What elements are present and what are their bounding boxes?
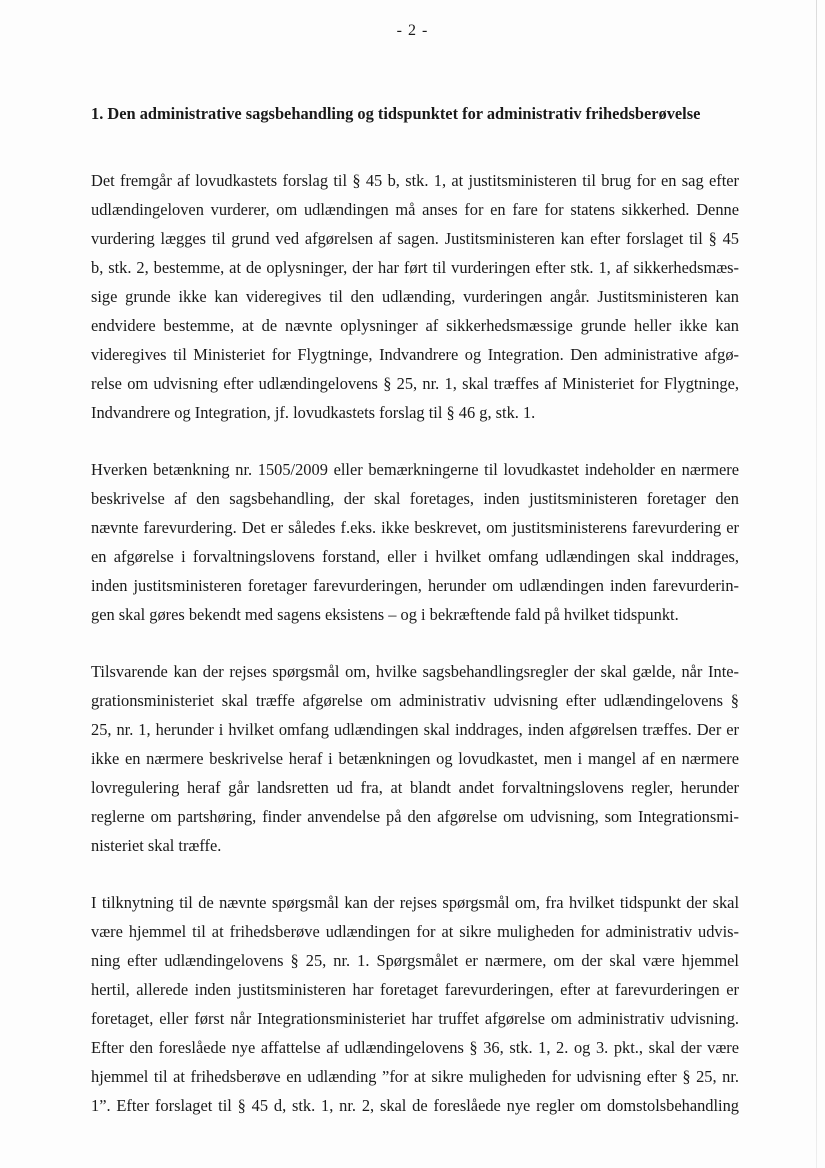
page-number: - 2 - — [396, 22, 429, 39]
paragraph-3 — [91, 657, 739, 860]
text-line: b, stk. 2, bestemme, at de oplysninger, der har ført til vurderingen efter stk. 1, af sikkerhedsmæs- — [91, 258, 739, 277]
text-line: hertil, allerede inden justitsministeren har foretaget farevurderingen, efter at farevurderingen er — [91, 980, 739, 999]
text-line: 1”. Efter forslaget til § 45 d, stk. 1, nr. 2, skal de foreslåede nye regler om domstolsbehandling — [91, 1096, 739, 1115]
text-line: relse om udvisning efter udlændingelovens § 25, nr. 1, skal træffes af Ministeriet for Flygtninge, — [91, 374, 739, 393]
text-line: vurdering lægges til grund ved afgørelsen af sagen. Justitsministeren kan efter forslaget til § 45 — [91, 229, 739, 248]
text-line: I tilknytning til de nævnte spørgsmål kan der rejses spørgsmål om, fra hvilket tidspunkt der skal — [91, 893, 739, 912]
section-heading: 1. Den administrative sagsbehandling og tidspunktet for administrativ frihedsberøvelse — [91, 104, 701, 123]
text-line: Det fremgår af lovudkastets forslag til § 45 b, stk. 1, at justitsministeren til brug for en sag efter — [91, 171, 739, 190]
paragraph-4 — [91, 888, 739, 1120]
text-line: beskrivelse af den sagsbehandling, der skal foretages, inden justitsministeren foretager den — [91, 489, 739, 508]
text-line: reglerne om partshøring, finder anvendelse på den afgørelse om udvisning, som Integrationsmi- — [91, 807, 739, 826]
paragraph-2 — [91, 455, 739, 629]
text-line: grationsministeriet skal træffe afgørelse om administrativ udvisning efter udlændingelovens § — [91, 691, 739, 710]
text-line: foretaget, eller først når Integrationsministeriet har truffet afgørelse om administrativ udvisning. — [91, 1009, 739, 1028]
text-line: endvidere bestemme, at de nævnte oplysninger af sikkerhedsmæssige grunde heller ikke kan — [91, 316, 739, 335]
text-line: nisteriet skal træffe. — [91, 836, 222, 855]
text-line: gen skal gøres bekendt med sagens eksistens – og i bekræftende fald på hvilket tidspunkt. — [91, 605, 679, 624]
text-line: inden justitsministeren foretager farevurderingen, herunder om udlændingen inden farevurderin- — [91, 576, 739, 595]
text-line: videregives til Ministeriet for Flygtninge, Indvandrere og Integration. Den administrative afgø- — [91, 345, 739, 364]
text-line: Hverken betænkning nr. 1505/2009 eller bemærkningerne til lovudkastet indeholder en nærmere — [91, 460, 739, 479]
text-line: Efter den foreslåede nye affattelse af udlændingelovens § 36, stk. 1, 2. og 3. pkt., skal der være — [91, 1038, 739, 1057]
document-body — [91, 100, 739, 1148]
text-line: være hjemmel til at frihedsberøve udlændingen for at sikre muligheden for administrativ udvis- — [91, 922, 739, 941]
scan-edge-line — [816, 0, 817, 1168]
text-line: 25, nr. 1, herunder i hvilket omfang udlændingen skal inddrages, inden afgørelsen træffes. Der er — [91, 720, 739, 739]
text-line: hjemmel til at frihedsberøve en udlænding ”for at sikre muligheden for udvisning efter § 25, nr. — [91, 1067, 739, 1086]
text-line: ikke en nærmere beskrivelse heraf i betænkningen og lovudkastet, men i mangel af en nærmere — [91, 749, 739, 768]
paragraph-1 — [91, 166, 739, 427]
text-line: Tilsvarende kan der rejses spørgsmål om, hvilke sagsbehandlingsregler der skal gælde, når Inte- — [91, 662, 739, 681]
text-line: Indvandrere og Integration, jf. lovudkastets forslag til § 46 g, stk. 1. — [91, 403, 536, 422]
text-line: sige grunde ikke kan videregives til den udlænding, vurderingen angår. Justitsministeren kan — [91, 287, 739, 306]
text-line: en afgørelse i forvaltningslovens forstand, eller i hvilket omfang udlændingen skal inddrages, — [91, 547, 739, 566]
text-line: udlændingeloven vurderer, om udlændingen må anses for en fare for statens sikkerhed. Denne — [91, 200, 739, 219]
text-line: lovregulering heraf går landsretten ud fra, at blandt andet forvaltningslovens regler, herunder — [91, 778, 739, 797]
text-line: nævnte farevurdering. Det er således f.eks. ikke beskrevet, om justitsministerens farevurdering er — [91, 518, 739, 537]
text-line: ning efter udlændingelovens § 25, nr. 1. Spørgsmålet er nærmere, om der skal være hjemmel — [91, 951, 739, 970]
